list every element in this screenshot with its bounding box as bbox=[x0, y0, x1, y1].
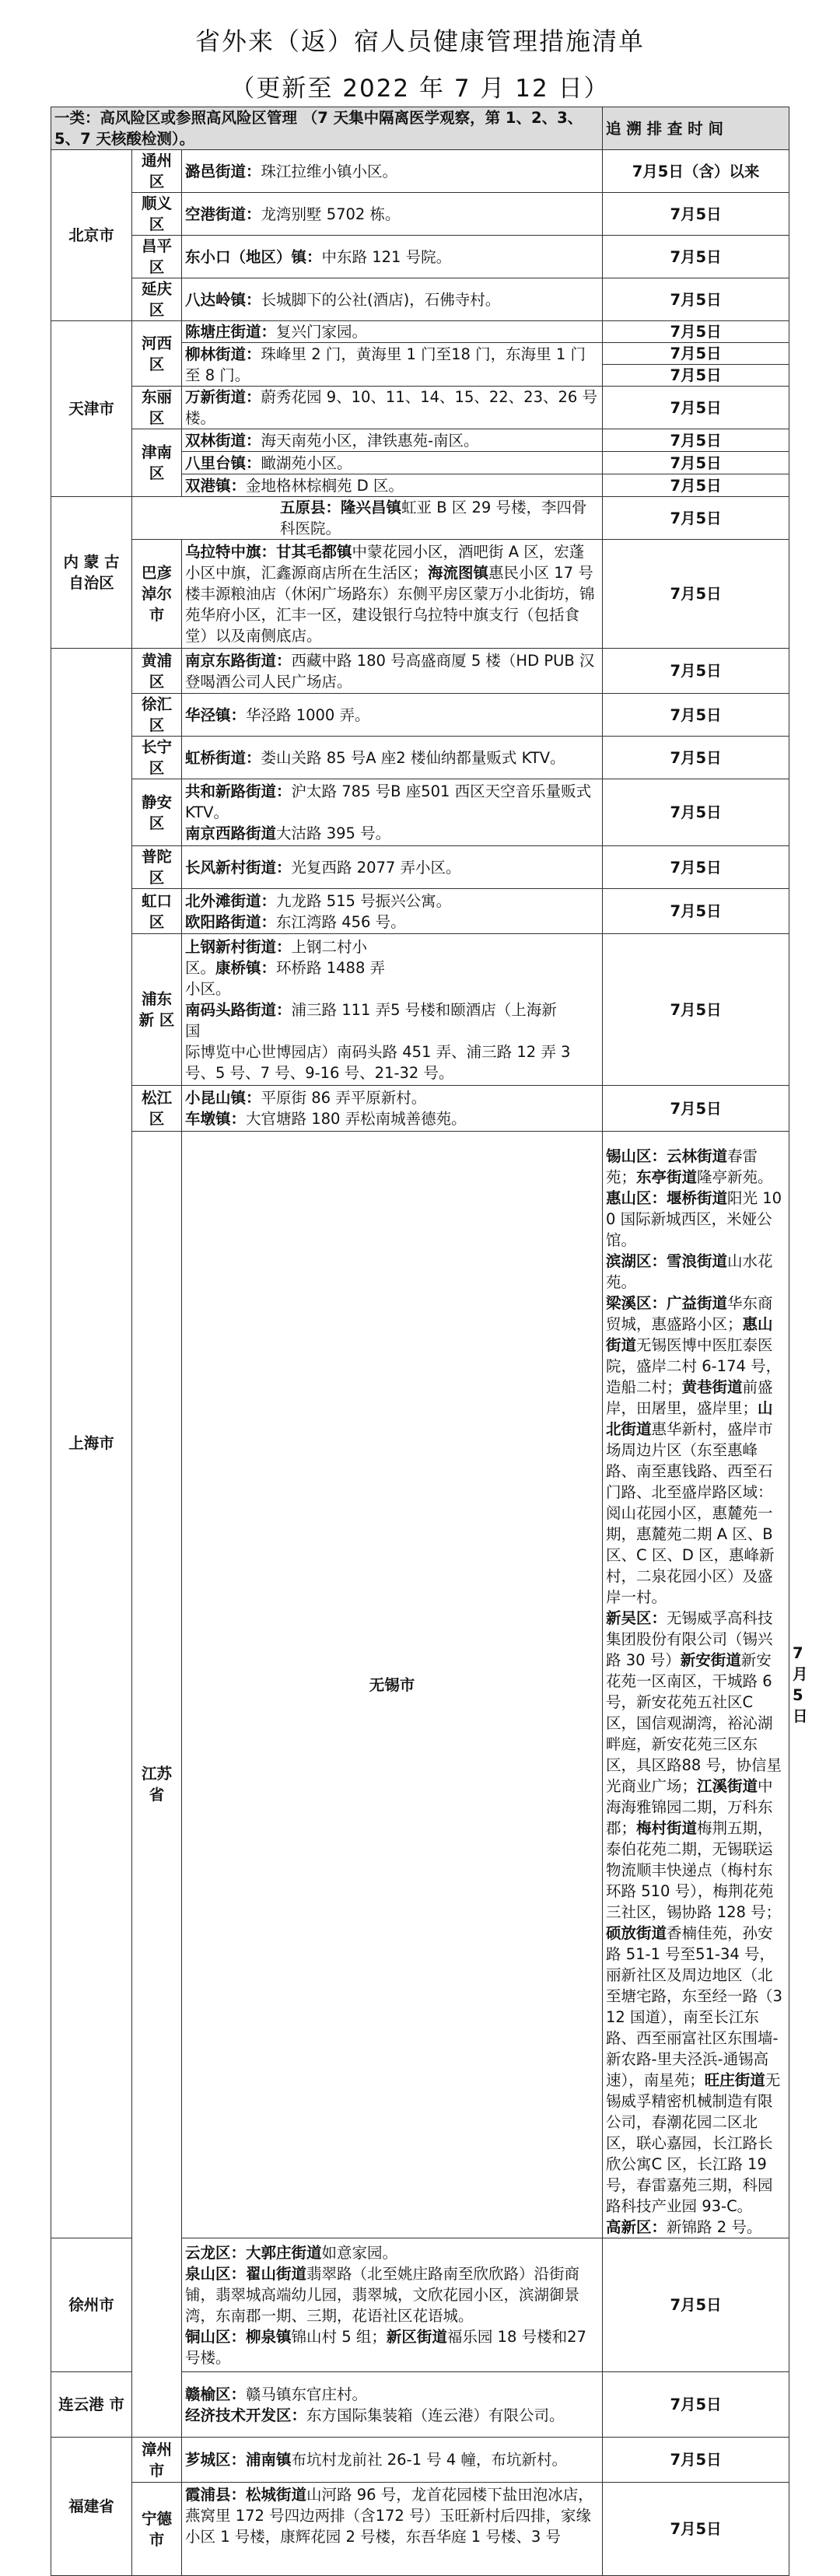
date-cell: 7月5日 bbox=[603, 2438, 789, 2483]
category-header: 一类：高风险区或参照高风险区管理 （7 天集中隔离医学观察，第 1、2、3、5、7 天核酸检测）。 bbox=[51, 107, 603, 150]
place-text: 中蒙花园小区，酒吧街 A 区，宏蓬小区中旗，汇鑫源商店所在生活区； bbox=[185, 543, 585, 582]
place-text: 环桥路 1488 弄 bbox=[276, 958, 386, 977]
bold-place-text: 芗城区： bbox=[185, 2451, 247, 2469]
table-row bbox=[51, 694, 789, 737]
date-cell: 7月5日 bbox=[603, 934, 789, 1086]
district-cell: 静安区 bbox=[132, 779, 182, 846]
place-text: 新安花苑一区南区，干城路 6 号，新安花苑五社区C 区，国信观湖湾，裕沁湖畔庭，新安花苑三区东区，具区路88 号，协信星光商业广场； bbox=[606, 1651, 782, 1795]
place-text: 国 bbox=[185, 1021, 201, 1040]
address-cell bbox=[182, 193, 603, 236]
place-text: 光复西路 2077 弄小区。 bbox=[291, 858, 461, 877]
bold-place-text: 万新街道： bbox=[185, 388, 261, 406]
place-text: 龙湾别墅 5702 栋。 bbox=[261, 205, 401, 223]
table-row bbox=[51, 193, 789, 236]
date-cell: 7月5日 bbox=[603, 2372, 789, 2438]
date-cell: 7月5日 bbox=[603, 2483, 789, 2576]
bold-place-text: 五原县： bbox=[280, 499, 341, 516]
table-row bbox=[51, 934, 789, 1086]
address-cell bbox=[182, 321, 603, 343]
bold-place-text: 陈塘庄街道： bbox=[185, 323, 277, 341]
district-cell: 浦东新 区 bbox=[132, 934, 182, 1086]
place-text: 九龙路 515 号振兴公寓。 bbox=[276, 891, 452, 910]
table-row bbox=[51, 387, 789, 429]
bold-place-text: 旺庄街道 bbox=[704, 2071, 765, 2089]
bold-place-text: 双林街道： bbox=[185, 431, 261, 450]
date-cell: 7月5日 bbox=[603, 779, 789, 846]
place-text: 如意家园。 bbox=[321, 2243, 398, 2262]
place-text: 西藏中路 180 号高盛商厦 5 楼（HD PUB 汉登喝酒公司人民广场店。 bbox=[185, 651, 595, 691]
address-cell bbox=[182, 2483, 603, 2576]
bold-place-text: 高新区： bbox=[606, 2218, 667, 2236]
place-text: 金地格林棕榈苑 D 区。 bbox=[246, 476, 404, 495]
place-text: 珠峰里 2 门，黄海里 1 门至18 门，东海里 1 门 bbox=[261, 345, 586, 363]
address-cell bbox=[182, 737, 603, 779]
address-cell bbox=[182, 343, 603, 387]
province-cell: 北京市 bbox=[51, 150, 132, 321]
page-title: 省外来（返）宿人员健康管理措施清单 bbox=[194, 26, 645, 56]
bold-place-text: 东小口（地区）镇： bbox=[185, 247, 322, 266]
bold-place-text: 南码头路街道： bbox=[185, 1000, 292, 1019]
bold-place-text: 大郭庄街道 bbox=[246, 2243, 322, 2262]
place-text: 大沽路 395 号。 bbox=[276, 824, 391, 842]
address-cell bbox=[182, 236, 603, 278]
address-cell bbox=[182, 1086, 603, 1132]
place-text: 中海海雅锦园二期，万科东郡； bbox=[606, 1777, 773, 1837]
bold-place-text: 潞邑街道： bbox=[185, 162, 261, 180]
bold-place-text: 上钢新村街道： bbox=[185, 937, 292, 956]
address-cell bbox=[182, 387, 603, 429]
date-cell: 7月5日 bbox=[603, 649, 789, 694]
update-date: （更新至 2022 年 7 月 12 日） bbox=[230, 75, 610, 103]
district-cell: 徐汇区 bbox=[132, 694, 182, 737]
place-text: 香楠佳苑，孙安路 51-1 号至51-34 号，丽新社区及周边地区（北至塘宅路，东至经一路（312 国道），南至长江东路、西至丽富社区东围墙-新农路-里夫泾浜-通锡高速），南星苑； bbox=[606, 1924, 782, 2089]
bold-place-text: 梅村街道 bbox=[636, 1819, 698, 1837]
address-cell bbox=[182, 474, 603, 497]
place-text: 春雷苑； bbox=[606, 1147, 758, 1186]
place-text: 小区。 bbox=[185, 979, 231, 998]
date-cell: 7月5日 bbox=[603, 474, 789, 497]
place-text: 平原街 86 弄平原新村。 bbox=[261, 1089, 427, 1107]
place-text: 中东路 121 号院。 bbox=[321, 247, 452, 266]
table-row bbox=[51, 321, 789, 343]
table-row bbox=[51, 2438, 789, 2483]
bold-place-text: 梁溪区： bbox=[606, 1294, 667, 1312]
bold-place-text: 新吴区： bbox=[606, 1609, 667, 1627]
province-cell: 内 蒙 古 自治区 bbox=[51, 497, 132, 649]
bold-place-text: 翟山街道 bbox=[246, 2264, 307, 2283]
date-cell: 7月5日 bbox=[603, 278, 789, 321]
bold-place-text: 江溪街道 bbox=[697, 1777, 758, 1795]
bold-place-text: 华泾镇： bbox=[185, 705, 247, 724]
district-cell: 无锡市 bbox=[182, 1132, 603, 2238]
district-cell: 黄浦区 bbox=[132, 649, 182, 694]
province-cell: 江苏省 bbox=[132, 1132, 182, 2438]
place-text: 山水花苑。 bbox=[606, 1252, 773, 1291]
address-cell bbox=[182, 429, 603, 452]
district-cell: 普陀区 bbox=[132, 846, 182, 889]
bold-place-text: 东亭街道 bbox=[636, 1168, 698, 1186]
bold-place-text: 广益街道 bbox=[667, 1294, 728, 1312]
bold-place-text: 虹桥街道： bbox=[185, 748, 261, 767]
bold-place-text: 泉山区： bbox=[185, 2264, 247, 2283]
table-row bbox=[51, 497, 789, 540]
place-text: 前盛岸，田屠里，盛岸里； bbox=[606, 1378, 773, 1417]
place-text: 际博览中心世博园店）南码头路 451 弄、浦三路 12 弄 3 bbox=[185, 1042, 571, 1061]
date-cell: 7月5日 bbox=[603, 737, 789, 779]
bold-place-text: 车墩镇： bbox=[185, 1110, 247, 1128]
table-row bbox=[51, 540, 789, 649]
address-cell bbox=[182, 2238, 603, 2372]
bold-place-text: 八达岭镇： bbox=[185, 290, 261, 309]
place-text: 赣马镇东官庄村。 bbox=[246, 2385, 368, 2403]
place-text: 蔚秀花园 9、10、11、14、15、22、23、26 号楼。 bbox=[185, 388, 598, 427]
table-row bbox=[51, 846, 789, 889]
bold-place-text: 八里台镇： bbox=[185, 453, 261, 472]
place-text: 虹亚 B 区 29 号楼，李四骨科医院。 bbox=[280, 499, 587, 537]
place-text: 珠江拉维小镇小区。 bbox=[261, 162, 398, 180]
place-text: 东方国际集装箱（连云港）有限公司。 bbox=[306, 2406, 565, 2424]
place-text: 无锡医博中医肛泰医院，盛岸二村 6-174 号，造船二村； bbox=[606, 1336, 782, 1396]
bold-place-text: 滨湖区： bbox=[606, 1252, 667, 1270]
place-text: 布坑村龙前社 26-1 号 4 幢，布坑新村。 bbox=[291, 2451, 567, 2469]
table-row bbox=[51, 2483, 789, 2576]
date-cell: 7月5日 bbox=[603, 321, 789, 343]
address-cell bbox=[182, 889, 603, 934]
date-cell: 7月5日 bbox=[603, 365, 789, 387]
date-cell: 7月5日 bbox=[603, 540, 789, 649]
place-text: 海天南苑小区，津铁惠苑-南区。 bbox=[261, 431, 479, 450]
date-cell: 7月5日 bbox=[603, 452, 789, 474]
bold-place-text: 云林街道 bbox=[667, 1147, 728, 1165]
place-text: 惠华新村，盛岸市场周边片区（东至惠峰路、南至惠钱路、西至石门路、北至盛岸路区域：阅山花园小区，惠麓苑一期，惠麓苑二期 A 区、B 区、C 区、D 区，惠峰新村，二泉花园小区）及盛岸一村。 bbox=[606, 1420, 775, 1606]
address-cell bbox=[182, 150, 603, 193]
bold-place-text: 柳林街道： bbox=[185, 345, 261, 363]
district-cell: 徐州市 bbox=[51, 2238, 132, 2372]
place-text: 瞰湖苑小区。 bbox=[261, 453, 352, 472]
date-cell: 7月5日 bbox=[603, 429, 789, 452]
place-text: 娄山关路 85 号A 座2 楼仙纳都量贩式 KTV。 bbox=[261, 748, 565, 767]
bold-place-text: 北外滩街道： bbox=[185, 891, 277, 910]
table-row: 江苏省 无锡市 锡山区：云林街道春雷苑；东亭街道隆亭新苑。 惠山区：堰桥街道阳光 100 国际新城西区，米娅公馆。 滨湖区：雪浪街道山水花苑。 梁溪区：广益街道华东商贸城，惠盛路小区；惠山街道无锡医博中医肛泰医院，盛岸二村 6-174 号，造船二村；黄巷街道前盛岸，田屠里，盛岸里；山北街道惠华新村，盛岸市场周边片区（东至惠峰路、南至惠钱路、西至石门路、北至盛岸路区域：阅山花园小区，惠麓苑一期，惠麓苑二期 A 区、B 区、C 区、D 区，惠峰新村，二泉花园小区）及盛岸一村。 新吴区：无锡威孚高科技集团股份有限公司（锡兴路 30 号）新安街道新安花苑一区南区，干城路 6 号，新安花苑五社区C 区，国信观湖湾，裕沁湖畔庭，新安花苑三区东区，具区路88 号，协信星光商业广场；江溪街道中海海雅锦园二期，万科东郡；梅村街道梅荆五期，泰伯花苑二期，无锡联运物流顺丰快递点（梅村东环路 510 号），梅荆花苑三社区，锡协路 128 号；硕放街道香楠佳苑，孙安路 51-1 号至51-34 号，丽新社区及周边地区（北至塘宅路，东至经一路（312 国道），南至长江东路、西至丽富社区东围墙-新农路-里夫泾浜-通锡高速），南星苑；旺庄街道无锡威孚精密机械制造有限公司，春潮花园二区北区，联心嘉园，长江路长欣公寓C 区，长江路 19 号，春雷嘉苑三期，科园路科技产业园 93-C。 高新区：新锦路 2 号。 7月5日 bbox=[51, 1132, 789, 2238]
date-cell: 7月5日 bbox=[603, 694, 789, 737]
district-cell: 巴彦 淖尔 市 bbox=[132, 540, 182, 649]
date-cell: 7月5日 bbox=[603, 846, 789, 889]
place-text: 长城脚下的公社(酒店)，石佛寺村。 bbox=[261, 290, 501, 309]
district-cell: 宁德市 bbox=[132, 2483, 182, 2576]
place-text: 区。 bbox=[185, 958, 216, 977]
bold-place-text: 新区街道 bbox=[386, 2327, 447, 2346]
place-text: 阳光 100 国际新城西区，米娅公馆。 bbox=[606, 1189, 782, 1249]
place-text: 沪太路 785 号B 座501 西区天空音乐量贩式KTV。 bbox=[185, 782, 592, 821]
district-cell: 津南区 bbox=[132, 429, 182, 497]
bold-place-text: 长风新村街道： bbox=[185, 858, 292, 877]
province-cell: 天津市 bbox=[51, 321, 132, 497]
address-cell bbox=[603, 1132, 789, 2238]
address-cell bbox=[182, 540, 603, 649]
place-text: 梅荆五期，泰伯花苑二期，无锡联运物流顺丰快递点（梅村东环路 510 号），梅荆花苑三社区，锡协路 128 号； bbox=[606, 1819, 782, 1921]
province-cell: 上海市 bbox=[51, 649, 132, 2238]
address-cell bbox=[182, 649, 603, 694]
bold-place-text: 云龙区： bbox=[185, 2243, 247, 2262]
address-cell bbox=[182, 2438, 603, 2483]
bold-place-text: 经济技术开发区： bbox=[185, 2406, 307, 2424]
date-cell: 7月5日 bbox=[603, 497, 789, 540]
table-row bbox=[51, 278, 789, 321]
place-text: 华东商贸城，惠盛路小区； bbox=[606, 1294, 773, 1333]
district-cell: 顺义区 bbox=[132, 193, 182, 236]
bold-place-text: 铜山区： bbox=[185, 2327, 247, 2346]
bold-place-text: 惠山区： bbox=[606, 1189, 667, 1207]
bold-place-text: 锡山区： bbox=[606, 1147, 667, 1165]
district-cell: 通州区 bbox=[132, 150, 182, 193]
date-cell: 7月5日 bbox=[603, 343, 789, 365]
measures-table bbox=[51, 107, 808, 2576]
bold-place-text: 隆兴昌镇 bbox=[341, 499, 402, 516]
table-row bbox=[51, 737, 789, 779]
address-cell bbox=[182, 779, 603, 846]
date-cell: 7月5日 bbox=[603, 889, 789, 934]
bold-place-text: 山北街道 bbox=[606, 1399, 773, 1438]
bold-place-text: 南京西路街道 bbox=[185, 824, 277, 842]
date-cell: 7月5日 bbox=[603, 2238, 789, 2372]
district-cell: 延庆区 bbox=[132, 278, 182, 321]
place-text: 翡翠路（北至姚庄路南至欣欣路）沿街商铺，翡翠城高端幼儿园，翡翠城，文欣花园小区，滨湖御景湾，东南郡一期、三期，花语社区花语城。 bbox=[185, 2264, 580, 2325]
place-text: 浦三路 111 弄5 号楼和颐酒店（上海新 bbox=[291, 1000, 557, 1019]
address-cell bbox=[132, 497, 603, 540]
place-text: 无锡威孚精密机械制造有限公司，春潮花园二区北区，联心嘉园，长江路长欣公寓C 区，长江路 19 号，春雷嘉苑三期，科园路科技产业园 93-C。 bbox=[606, 2071, 781, 2215]
place-text: 华泾路 1000 弄。 bbox=[246, 705, 370, 724]
table-row bbox=[51, 649, 789, 694]
bold-place-text: 乌拉特中旗： bbox=[185, 543, 277, 561]
bold-place-text: 堰桥街道 bbox=[667, 1189, 728, 1207]
district-cell: 虹口区 bbox=[132, 889, 182, 934]
bold-place-text: 松城街道 bbox=[246, 2486, 307, 2504]
bold-place-text: 柳泉镇 bbox=[246, 2327, 292, 2346]
date-cell: 7月5日 bbox=[603, 193, 789, 236]
place-text: 东江湾路 456 号。 bbox=[276, 912, 406, 931]
place-text: 隆亭新苑。 bbox=[697, 1168, 773, 1186]
bold-place-text: 雪浪街道 bbox=[667, 1252, 728, 1270]
district-cell: 东丽区 bbox=[132, 387, 182, 429]
bold-place-text: 双港镇： bbox=[185, 476, 247, 495]
district-cell: 河西区 bbox=[132, 321, 182, 387]
place-text: 无锡威孚高科技集团股份有限公司（锡兴路 30 号） bbox=[606, 1609, 773, 1669]
district-cell: 长宁区 bbox=[132, 737, 182, 779]
date-cell: 7月5日 bbox=[603, 387, 789, 429]
address-cell bbox=[182, 2372, 603, 2438]
district-cell: 漳州市 bbox=[132, 2438, 182, 2483]
address-cell bbox=[182, 694, 603, 737]
bold-place-text: 新安街道 bbox=[680, 1651, 741, 1669]
place-text: 山河路 96 号，龙首花园楼下盐田泡冰店，燕窝里 172 号四边两排（含172 号）玉旺新村后四排，家缘小区 1 号楼，康辉花园 2 号楼，东吾华庭 1 号楼、3 号 bbox=[185, 2486, 593, 2546]
district-cell: 松江区 bbox=[132, 1086, 182, 1132]
place-text: 福乐园 18 号楼和27 号楼。 bbox=[185, 2327, 586, 2367]
table-row bbox=[51, 429, 789, 452]
bold-place-text: 霞浦县： bbox=[185, 2486, 247, 2504]
table-row bbox=[51, 1086, 789, 1132]
address-cell bbox=[182, 278, 603, 321]
date-cell: 7月5日（含）以来 bbox=[603, 150, 789, 193]
district-cell: 昌平区 bbox=[132, 236, 182, 278]
province-cell: 福建省 bbox=[51, 2438, 132, 2576]
date-cell: 7月5日 bbox=[603, 1086, 789, 1132]
bold-place-text: 海流图镇 bbox=[428, 564, 489, 582]
table-row bbox=[51, 779, 789, 846]
place-text: 至 8 门。 bbox=[185, 366, 250, 384]
bold-place-text: 浦南镇 bbox=[246, 2451, 292, 2469]
place-text: 大官塘路 180 弄松南城善德苑。 bbox=[246, 1110, 467, 1128]
table-row bbox=[51, 150, 789, 193]
district-cell: 连云港 市 bbox=[51, 2372, 132, 2438]
bold-place-text: 康桥镇： bbox=[215, 958, 277, 977]
place-text: 复兴门家园。 bbox=[276, 323, 368, 341]
place-text: 锦山村 5 组； bbox=[291, 2327, 387, 2346]
bold-place-text: 甘其毛都镇 bbox=[276, 543, 352, 561]
bold-place-text: 共和新路街道： bbox=[185, 782, 292, 800]
place-text: 新锦路 2 号。 bbox=[667, 2218, 762, 2236]
bold-place-text: 惠山街道 bbox=[606, 1315, 773, 1354]
table-row bbox=[51, 236, 789, 278]
place-text: 上钢二村小 bbox=[291, 937, 368, 956]
bold-place-text: 南京东路街道： bbox=[185, 651, 292, 670]
bold-place-text: 硕放街道 bbox=[606, 1924, 667, 1942]
bold-place-text: 黄巷街道 bbox=[681, 1378, 743, 1396]
table-header-row bbox=[51, 107, 789, 150]
address-cell bbox=[182, 934, 603, 1086]
address-cell bbox=[182, 846, 603, 889]
bold-place-text: 空港街道： bbox=[185, 205, 261, 223]
date-cell: 7月5日 bbox=[603, 236, 789, 278]
bold-place-text: 赣榆区： bbox=[185, 2385, 247, 2403]
place-text: 号、5 号、7 号、9-16 号、21-32 号。 bbox=[185, 1063, 454, 1082]
trace-time-header: 追 溯 排 查 时 间 bbox=[603, 107, 789, 150]
bold-place-text: 小昆山镇： bbox=[185, 1089, 261, 1107]
address-cell bbox=[182, 452, 603, 474]
table-row bbox=[51, 889, 789, 934]
bold-place-text: 欧阳路街道： bbox=[185, 912, 277, 931]
place-text: 惠民小区 17 号楼丰源粮油店（休闲广场路东）东侧平房区蒙万小北街坊，锦苑华府小区，汇丰一区，建设银行乌拉特中旗支行（包括食堂）以及南侧底店。 bbox=[185, 564, 595, 645]
